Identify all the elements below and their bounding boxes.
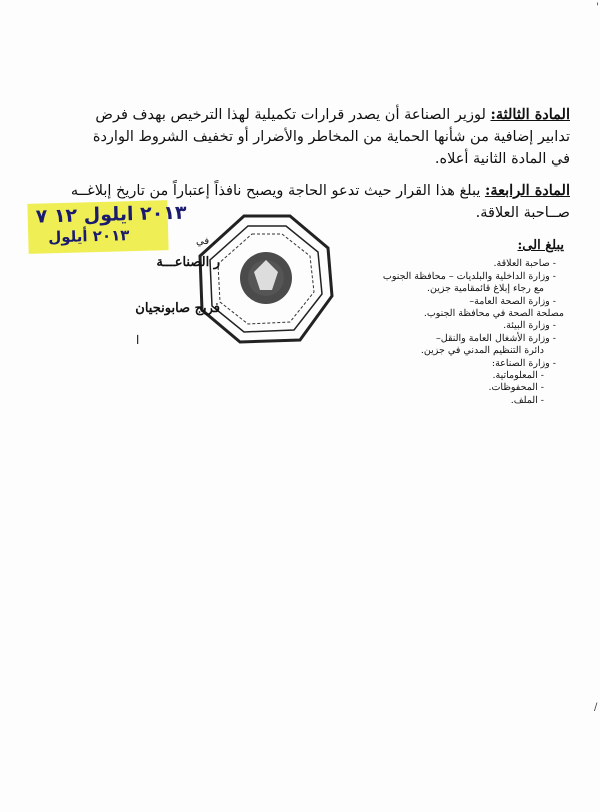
article-four-heading: المادة الرابعة: [485, 182, 570, 199]
scan-artifact: ' [596, 2, 599, 13]
date-stamp [27, 200, 187, 254]
distribution-line: دائرة التنظيم المدني في جزين. [420, 345, 544, 357]
article-four-body: يبلغ هذا القرار حيث تدعو الحاجة ويصبح نافذاً إعتباراً من تاريخ إبلاغــه صــاحبة العلاقة. [70, 183, 570, 221]
distribution-title: يبلغ الى: [517, 238, 564, 253]
distribution-line: - وزارة البيئة. [503, 320, 556, 332]
distribution-line: - صاحبة العلاقة. [493, 258, 556, 270]
signature-name: فريج صابونجيان [135, 301, 220, 316]
signature-mark: ا [136, 333, 140, 347]
distribution-line: - المحفوظات. [488, 382, 544, 394]
scan-artifact: / [594, 702, 598, 713]
distribution-line: - المعلوماتية. [492, 370, 544, 382]
article-three-heading: المادة الثالثة: [490, 106, 570, 123]
signature-fragment: ، في [196, 236, 216, 247]
distribution-line: - وزارة الأشغال العامة والنقل– [436, 332, 556, 344]
distribution-line: مع رجاء إبلاغ قائمقامية جزين. [427, 283, 544, 295]
distribution-line: - وزارة الداخلية والبلديات – محافظة الجنوب [382, 270, 556, 282]
date-stamp-line: ٢٠١٣ أيلول [48, 226, 130, 247]
distribution-line: - وزارة الصحة العامة– [469, 295, 556, 307]
date-stamp-line: ٢٠١٣ ايلول ١٢ ٧ [35, 201, 187, 228]
article-three [70, 104, 570, 170]
signature-block [120, 248, 220, 324]
article-three-body: لوزير الصناعة أن يصدر قرارات تكميلية لهذا الترخيص بهدف فرض تدابير إضافية من شأنها الحماية من المخاطر والأضرار أو تخفيف الشروط الواردة في المادة الثانية أعلاه. [92, 107, 570, 167]
signature-title: ر الصناعـــة [156, 255, 220, 270]
distribution-line: مصلحة الصحة في محافظة الجنوب. [423, 308, 564, 320]
distribution-list [324, 240, 564, 407]
distribution-line: - الملف. [510, 394, 544, 406]
distribution-line: - وزارة الصناعة: [491, 357, 556, 369]
